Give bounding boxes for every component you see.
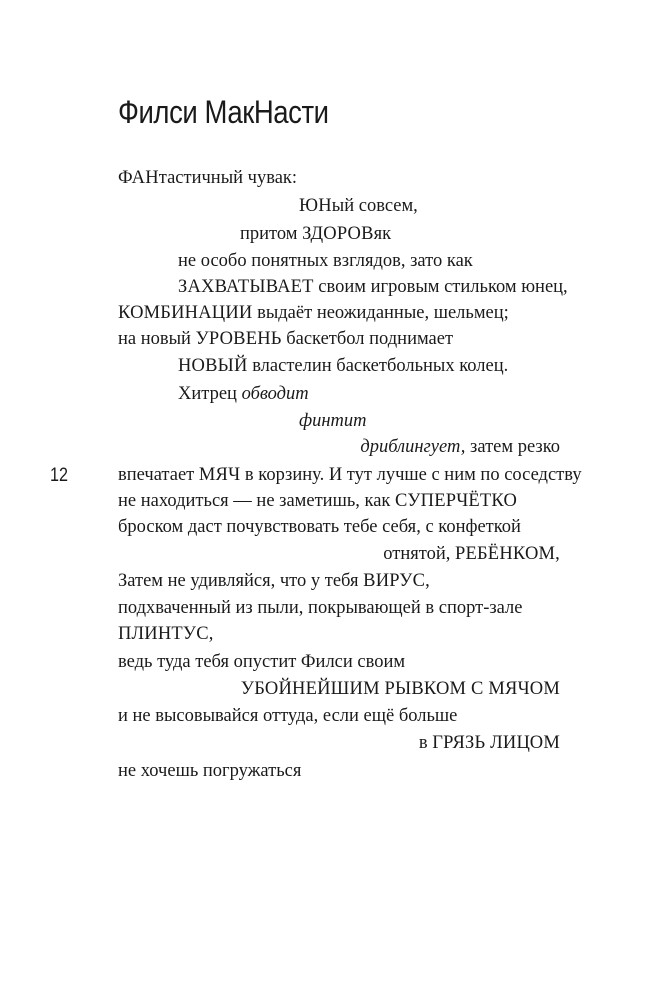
caps-word: ЮН [299,196,332,216]
text-segment: в [418,733,433,753]
text-segment: не хочешь погружаться [118,761,302,781]
italic-word: финтит [299,411,367,431]
poem-line [118,622,214,646]
poem-line [178,249,473,273]
caps-word: ПЛИНТУС, [118,624,214,644]
poem-line [118,301,509,325]
text-segment: тастичный чувак: [158,168,298,188]
poem-line [118,569,430,593]
text-segment: броском даст почувствовать тебе себя, с конфеткой [118,517,521,537]
caps-word: ЗАХВАТЫВАЕТ [178,277,314,297]
caps-word: ФАН [118,168,159,188]
text-segment: баскетбол поднимает [281,329,454,349]
italic-word: обводит [241,384,309,404]
italic-word: дриблингует, [360,437,466,457]
poem-line [118,166,297,190]
text-segment: своим игровым стильком юнец, [313,277,568,297]
caps-word: УБОЙНЕЙШИМ РЫВКОМ С МЯЧОМ [240,679,560,699]
poem-line [178,275,568,299]
poem-line [299,409,367,433]
text-segment: и не высовывайся оттуда, если ещё больше [118,706,458,726]
poem-line [299,194,418,218]
poem-line [240,222,391,246]
text-segment: отнятой, [383,544,455,564]
poem-line [118,463,582,487]
text-segment: як [373,224,392,244]
poem-line [383,542,560,566]
caps-word: НОВЫЙ [178,356,248,376]
poem-line [118,489,517,513]
poem-line [241,677,560,701]
text-segment: впечатает [118,465,199,485]
poem-line [118,704,457,728]
poem-line [360,435,560,459]
text-segment: не находиться — не заметишь, как [118,491,396,511]
text-segment: в корзину. И тут лучше с ним по соседству [240,465,582,485]
page-title: Филси МакНасти [118,94,329,130]
poem-line [118,515,521,539]
text-segment: ый совсем, [331,196,418,216]
caps-word: СУПЕРЧЁТКО [395,491,518,511]
text-segment: ведь туда тебя опустит Филси своим [118,652,406,672]
text-segment: Затем не удивляйся, что у тебя [118,571,364,591]
poem-line [419,731,560,755]
page-number: 12 [50,465,68,486]
text-segment: на новый [118,329,196,349]
caps-word: ЗДОРОВ [302,224,374,244]
caps-word: УРОВЕНЬ [195,329,282,349]
text-segment: притом [240,224,303,244]
text-segment: властелин баскетбольных колец. [247,356,509,376]
text-segment: затем резко [465,437,560,457]
poem-line [118,327,453,351]
text-segment: Хитрец [178,384,242,404]
caps-word: ГРЯЗЬ ЛИЦОМ [432,733,560,753]
caps-word: ВИРУС, [363,571,430,591]
poem-line [118,650,405,674]
caps-word: КОМБИНАЦИИ [118,303,253,323]
poem-line [178,354,508,378]
poem-line [118,596,522,620]
text-segment: не особо понятных взглядов, зато как [178,251,473,271]
text-segment: подхваченный из пыли, покрывающей в спорт-зале [118,598,523,618]
poem-line [118,759,301,783]
caps-word: РЕБЁНКОМ, [455,544,560,564]
poem-line [178,382,309,406]
caps-word: МЯЧ [198,465,241,485]
text-segment: выдаёт неожиданные, шельмец; [252,303,509,323]
